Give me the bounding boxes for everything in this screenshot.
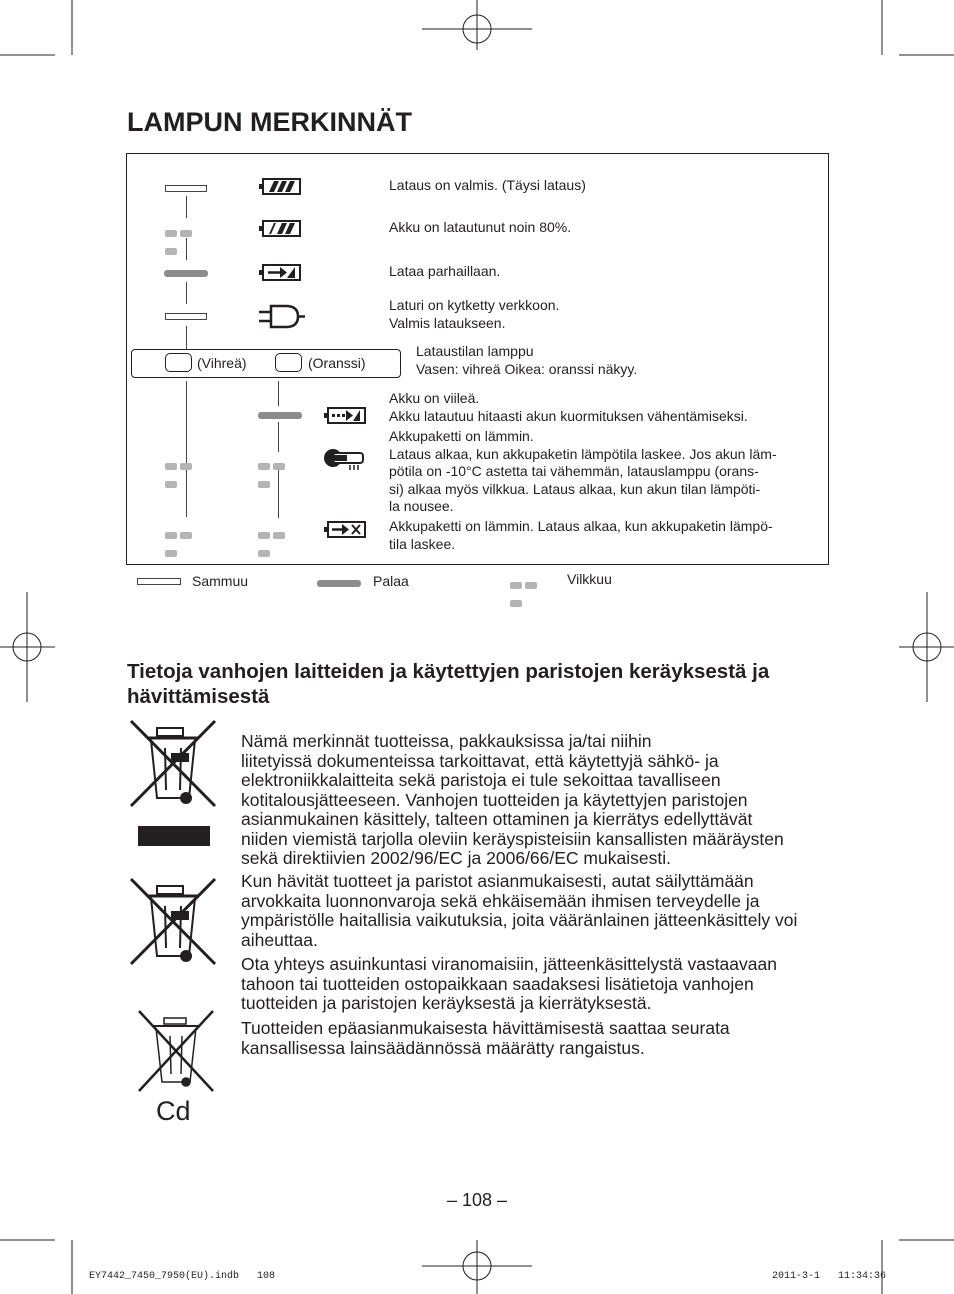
page-number: – 108 – [446, 1190, 508, 1210]
crossed-bin-icon [128, 876, 218, 968]
disposal-heading: Tietoja vanhojen laitteiden ja käytettyjen paristojen keräyksestä ja hävittämisestä [127, 660, 770, 708]
disposal-paragraph: Ota yhteys asuinkuntasi viranomaisiin, jätteenkäsittelystä vastaavaan tahoon tai tuotteiden ostopaikkaan saadaksesi lisätietoja vanhojen tuotteiden ja paristojen keräyksestä ja kierrätyksestä. [241, 954, 777, 1013]
lamp-caption: Lataustilan lamppu Vasen: vihreä Oikea: oranssi näkyy. [416, 343, 638, 377]
legend-blink-swatch [510, 576, 554, 583]
battery-80-icon [258, 219, 302, 238]
legend-off-swatch [137, 578, 181, 585]
legend-off-label: Sammuu [192, 573, 249, 589]
black-bar [138, 826, 210, 846]
row-text: Laturi on kytketty verkkoon. Valmis lataukseen. [389, 297, 560, 331]
legend-on-swatch [317, 580, 361, 587]
row-text: Lataa parhaillaan. [389, 263, 501, 279]
page-title: LAMPUN MERKINNÄT [127, 107, 412, 137]
orange-lamp-icon [275, 353, 302, 372]
disposal-paragraph: Kun hävität tuotteet ja paristot asianmukaisesti, autat säilyttämään arvokkaita luonnonvaroja sekä ehkäisemään ihmisen terveydelle ja ympäristölle haitallisia vaikutuksia, joita vääränlainen jätteenkäsittely voi aiheuttaa. [241, 871, 798, 950]
disposal-paragraph: Nämä merkinnät tuotteissa, pakkauksissa ja/tai niihin liitetyissä dokumenteissa tarkoittavat, että käytettyjä sähkö- ja elektroniikkalaitteita sekä paristoja ei tule sekoittaa tavalliseen kotitalousjätteeseen. Vanhojen tuotteiden ja käytettyjen paristojen asianmukainen käsittely, talteen ottaminen ja kierrätys edellyttävät niiden viemistä tarjolla oleviin keräyspisteisiin kansallisten määräysten sekä direktiivien 2002/96/EC ja 2006/66/EC mukaisesti. [241, 731, 784, 868]
lamp-line [186, 196, 187, 218]
thermometer-icon [323, 446, 369, 472]
row-text: Akku on viileä. Akku latautuu hitaasti akun kuormituksen vähentämiseksi. [389, 390, 748, 424]
row-text: Akku on latautunut noin 80%. [389, 219, 572, 235]
lamp-line [186, 381, 187, 517]
plug-icon [258, 303, 306, 330]
battery-full-icon [258, 177, 302, 196]
lamp-line [186, 326, 187, 350]
lamp-blink-indicator [165, 526, 209, 533]
lamp-line [186, 282, 187, 304]
lamp-blink-indicator [165, 224, 209, 231]
lamp-blink-indicator [258, 526, 302, 533]
lamp-off-indicator [165, 313, 207, 320]
footer-timestamp: 2011-3-1 11:34:36 [772, 1271, 887, 1282]
row-text: Akkupaketti on lämmin. Lataus alkaa, kun akkupaketin lämpötila laskee. Jos akun läm- pötila on -10°C astetta tai vähemmän, latauslamppu (orans- si) alkaa myös vilkkua. Lataus alkaa, kun akun tilan lämpöti- la nousee. [389, 428, 777, 514]
battery-warm-x-icon [323, 520, 367, 539]
battery-charging-icon [258, 263, 302, 282]
row-text: Akkupaketti on lämmin. Lataus alkaa, kun akkupaketin lämpö- tila laskee. [389, 518, 773, 552]
cd-label: Cd [156, 1096, 191, 1126]
lamp-line [278, 422, 279, 452]
lamp-line [278, 468, 279, 518]
green-lamp-icon [165, 353, 192, 372]
green-lamp-label: (Vihreä) [197, 355, 247, 371]
footer-file-info: EY7442_7450_7950(EU).indb 108 [89, 1271, 276, 1282]
lamp-blink-indicator [258, 457, 302, 464]
lamp-on-indicator [164, 270, 208, 277]
lamp-on-indicator [258, 412, 302, 419]
legend-blink-label: Vilkkuu [567, 571, 612, 587]
battery-cool-icon [323, 406, 367, 425]
crossed-bin-battery-icon [136, 1008, 216, 1094]
lamp-line [278, 381, 279, 406]
lamp-line [186, 238, 187, 260]
disposal-paragraph: Tuotteiden epäasianmukaisesta hävittämisestä saattaa seurata kansallisessa lainsäädännössä määrätty rangaistus. [241, 1018, 730, 1058]
crossed-bin-icon [128, 718, 218, 810]
lamp-off-indicator [165, 185, 207, 192]
row-text: Lataus on valmis. (Täysi lataus) [389, 177, 586, 193]
lamp-blink-indicator [165, 457, 209, 464]
legend-on-label: Palaa [373, 573, 409, 589]
orange-lamp-label: (Oranssi) [308, 355, 366, 371]
